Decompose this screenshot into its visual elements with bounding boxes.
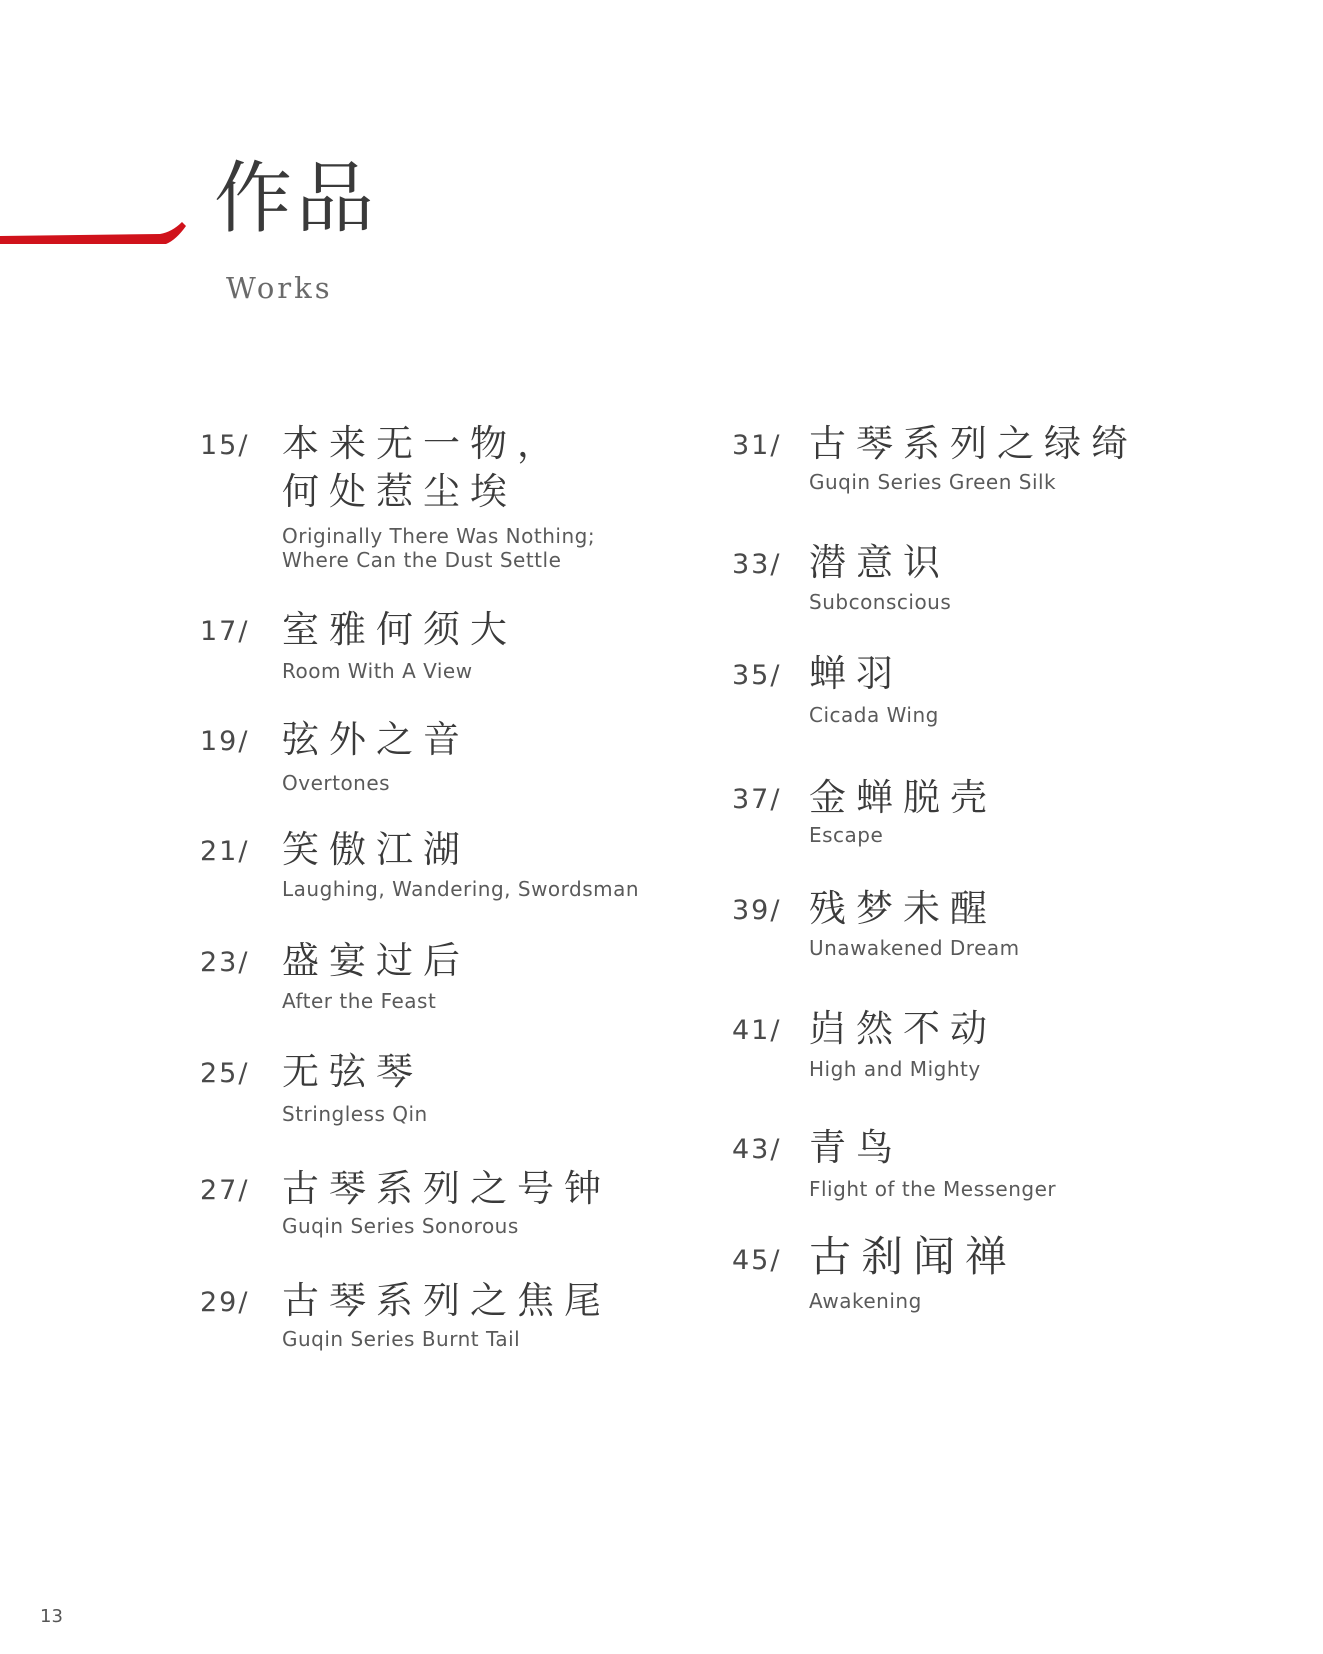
entry-page-number: 43/ [732, 1134, 782, 1165]
entry-title-zh: 古琴系列之焦尾 [282, 1279, 611, 1322]
entry-page-number: 37/ [732, 784, 782, 815]
entry-title-zh: 古琴系列之绿绮 [809, 422, 1138, 465]
entry-page-number: 17/ [200, 616, 250, 647]
entry-page-number: 41/ [732, 1015, 782, 1046]
entry-title-en: Subconscious [809, 590, 952, 614]
entry-title-en: Room With A View [282, 659, 473, 683]
entry-title-en: Cicada Wing [809, 703, 939, 727]
page-subtitle: Works [226, 271, 333, 305]
entry-title-en: Guqin Series Sonorous [282, 1214, 519, 1238]
entry-title-en: Escape [809, 823, 884, 847]
entry-page-number: 19/ [200, 726, 250, 757]
entry-page-number: 27/ [200, 1175, 250, 1206]
page-title: 作品 [214, 154, 379, 244]
entry-title-zh: 盛宴过后 [282, 939, 470, 982]
entry-title-en: Flight of the Messenger [809, 1177, 1057, 1201]
entry-title-en: Originally There Was Nothing; Where Can the Dust Settle [282, 524, 596, 572]
entry-title-en: Unawakened Dream [809, 936, 1020, 960]
entry-title-zh: 本来无一物， 何处惹尘埃 [282, 422, 564, 513]
entry-page-number: 39/ [732, 895, 782, 926]
entry-page-number: 31/ [732, 430, 782, 461]
entry-page-number: 25/ [200, 1058, 250, 1089]
entry-title-zh: 岿然不动 [809, 1007, 997, 1050]
entry-title-en: Awakening [809, 1289, 922, 1313]
entry-title-en: After the Feast [282, 989, 437, 1013]
entry-title-zh: 笑傲江湖 [282, 828, 470, 871]
entry-title-zh: 无弦琴 [282, 1050, 423, 1093]
entry-title-zh: 古琴系列之号钟 [282, 1167, 611, 1210]
entry-title-en: High and Mighty [809, 1057, 981, 1081]
entry-title-en: Guqin Series Burnt Tail [282, 1327, 521, 1351]
entry-page-number: 15/ [200, 430, 250, 461]
entry-title-zh: 弦外之音 [282, 718, 470, 761]
entry-page-number: 33/ [732, 549, 782, 580]
entry-title-zh: 青鸟 [809, 1126, 903, 1169]
entry-page-number: 35/ [732, 660, 782, 691]
entry-title-zh: 潜意识 [809, 541, 950, 584]
entry-title-zh: 蝉羽 [809, 652, 903, 695]
entry-title-zh: 残梦未醒 [809, 887, 997, 930]
entry-page-number: 23/ [200, 947, 250, 978]
red-brush-stroke [0, 222, 195, 252]
entry-title-en: Guqin Series Green Silk [809, 470, 1057, 494]
entry-title-zh: 室雅何须大 [282, 608, 517, 651]
entry-page-number: 45/ [732, 1245, 782, 1276]
page-number: 13 [40, 1606, 63, 1627]
entry-page-number: 29/ [200, 1287, 250, 1318]
entry-title-en: Overtones [282, 771, 391, 795]
entry-title-en: Laughing, Wandering, Swordsman [282, 877, 640, 901]
entry-page-number: 21/ [200, 836, 250, 867]
entry-title-en: Stringless Qin [282, 1102, 428, 1126]
entry-title-zh: 金蝉脱壳 [809, 776, 997, 819]
entry-title-zh: 古刹闻禅 [809, 1232, 1018, 1281]
